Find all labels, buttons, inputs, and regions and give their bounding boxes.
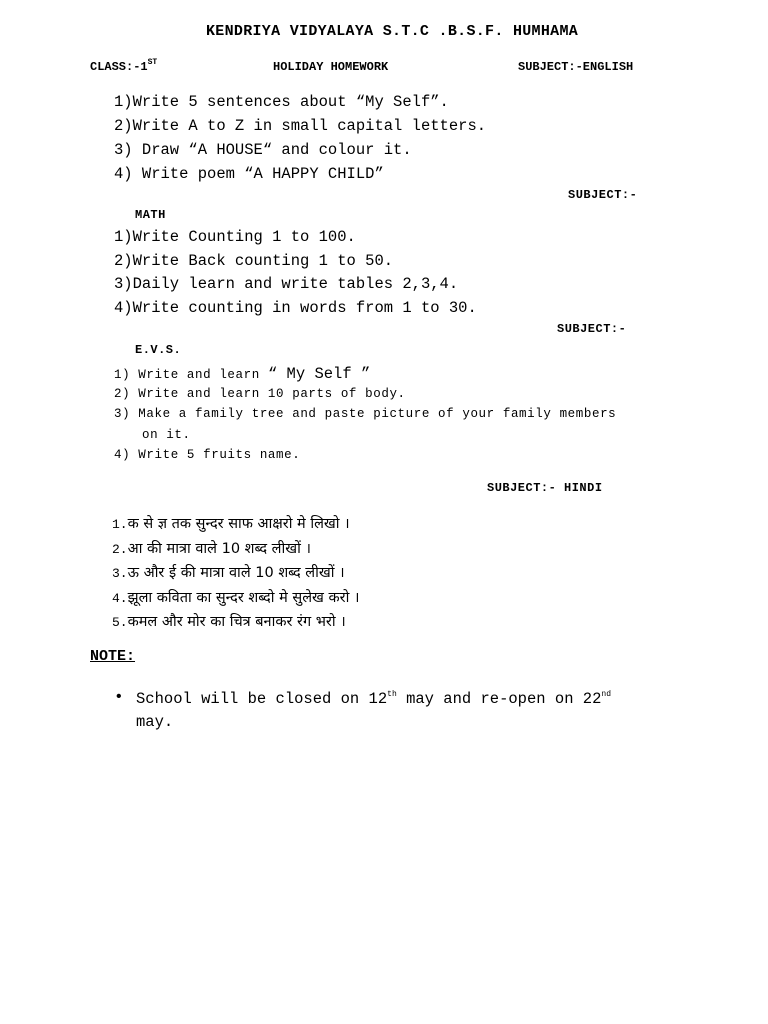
list-item: 2) Write and learn 10 parts of body. — [114, 387, 406, 401]
list-item: 4.झूला कविता का सुन्दर शब्दो मे सुलेख करो । — [112, 590, 360, 606]
subject-math-label: SUBJECT:- — [568, 188, 638, 202]
note-heading: NOTE: — [90, 648, 136, 665]
list-item: 4)Write counting in words from 1 to 30. — [114, 299, 477, 317]
list-item: 2)Write A to Z in small capital letters. — [114, 117, 487, 135]
list-item: 5.कमल और मोर का चित्र बनाकर रंग भरो । — [112, 614, 346, 630]
list-item: 4) Write 5 fruits name. — [114, 448, 301, 462]
subject-hindi-label: SUBJECT:- HINDI — [487, 481, 603, 495]
list-item: 3.ऊ और ई की मात्रा वाले 10 शब्द लीखों । — [112, 565, 345, 581]
school-title: KENDRIYA VIDYALAYA S.T.C .B.S.F. HUMHAMA — [206, 23, 579, 40]
list-item: 4) Write poem “A HAPPY CHILD” — [114, 165, 384, 183]
subject-evs-name: E.V.S. — [135, 343, 182, 357]
list-item: 1)Write Counting 1 to 100. — [114, 228, 356, 246]
list-item: 3) Draw “A HOUSE“ and colour it. — [114, 141, 412, 159]
subject-math-name: MATH — [135, 208, 166, 222]
subject-english-label: SUBJECT:-ENGLISH — [518, 60, 634, 74]
note-text: School will be closed on 12th may and re-open on 22nd may. — [136, 689, 612, 731]
list-item: 1) Write and learn “ My Self ” — [114, 365, 371, 383]
subject-evs-label: SUBJECT:- — [557, 322, 627, 336]
holiday-homework-label: HOLIDAY HOMEWORK — [273, 60, 389, 74]
list-item: 2.आ की मात्रा वाले 10 शब्द लीखों । — [112, 541, 311, 557]
list-item: 2)Write Back counting 1 to 50. — [114, 252, 394, 270]
list-item: 3) Make a family tree and paste picture of your family members — [114, 407, 617, 421]
list-item: 3)Daily learn and write tables 2,3,4. — [114, 275, 459, 293]
list-item: 1)Write 5 sentences about “My Self”. — [114, 93, 449, 111]
list-item: 1.क से ज्ञ तक सुन्दर साफ आक्षरो मे लिखो । — [112, 516, 350, 532]
bullet-icon: • — [114, 688, 124, 706]
list-item-continuation: on it. — [142, 428, 191, 442]
class-label: CLASS:-1ST — [90, 58, 158, 74]
